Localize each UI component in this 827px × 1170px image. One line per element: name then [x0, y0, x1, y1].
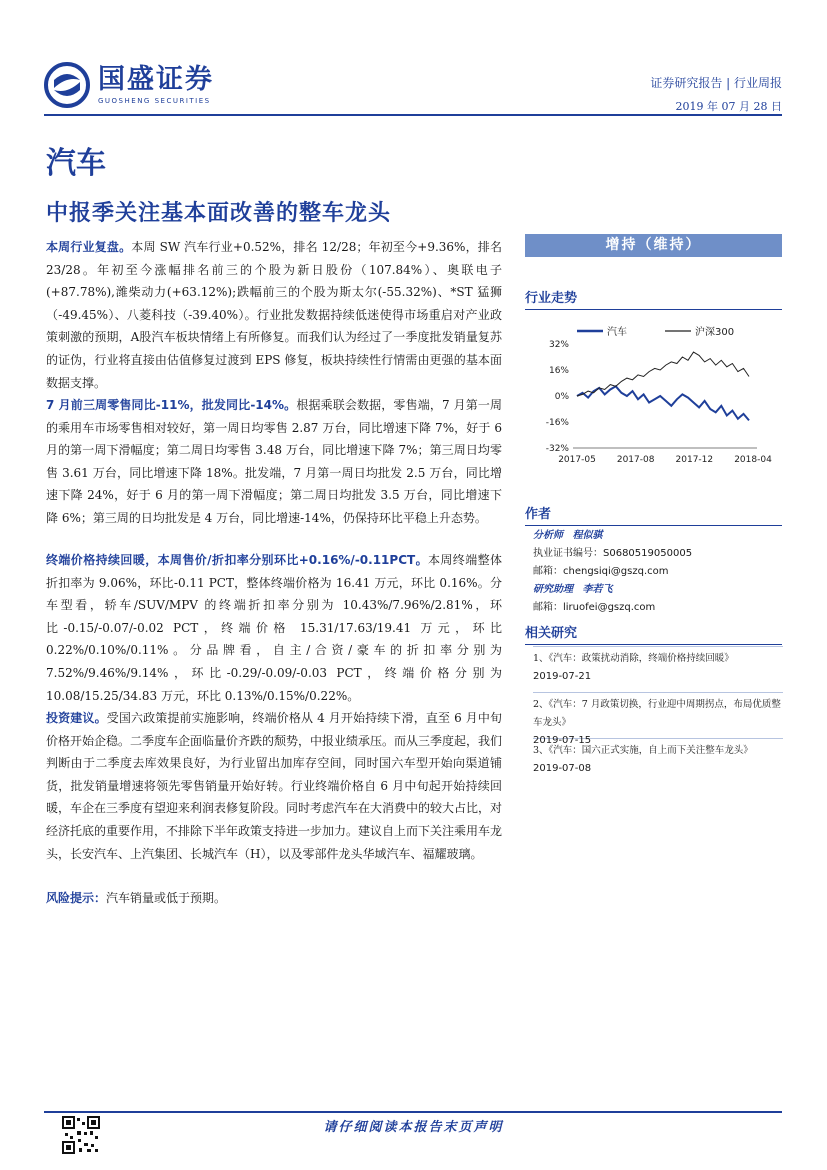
footer-disclaimer: 请仔细阅读本报告末页声明	[323, 1120, 504, 1135]
header-divider	[44, 114, 782, 116]
main-body	[46, 236, 502, 910]
related-title: 2、《汽车：7 月政策切换，行业迎中周期拐点，布局优质整车龙头》	[533, 699, 781, 728]
paragraph-text: 本周 SW 汽车行业+0.52%，排名 12/28；年初至今+9.36%，排名 23/28。年初至今涨幅排名前三的个股为新日股份（107.84%）、奥联电子(+87.78%),潍柴动力(+63.12%);跌幅前三的个股为斯太尔(-55.32%)、*ST 猛狮（-49.45%）、八菱科技（-39.40%）。行业批发数据持续低迷使得市场重启对产业政策刺激的预期，A股汽车板块情绪上有所修复。而我们认为经过了一季度批发销量复苏的证伪，行业将直接由估值修复过渡到 EPS 修复，板块持续性行情需由更强的基本面数据支撑。	[46, 240, 502, 390]
paragraph-text: 本周终端整体折扣率为 9.06%，环比-0.11 PCT，整体终端价格为 16.41 万元，环比 0.16%。分车型看，轿车/SUV/MPV 的终端折扣率分别为 10.43%/7.96%/2.81%，环比-0.15/-0.07/-0.02 PCT，终端价格 15.31/17.63/19.41 万元，环比 0.22%/0.10%/0.11%。分品牌看，自主/合资/豪车的折扣率分别为 7.52%/9.46%/9.14%，环比-0.29/-0.09/-0.03 PCT，终端价格分别为 10.08/15.25/34.83 万元，环比 0.13%/0.15%/0.22%。	[46, 553, 502, 703]
cert-number: S0680519050005	[603, 548, 693, 559]
logo-name-en: GUOSHENG SECURITIES	[98, 97, 211, 105]
author-email[interactable]: liruofei@gszq.com	[563, 602, 656, 613]
email-label: 邮箱：	[533, 602, 563, 613]
footer-divider	[44, 1111, 782, 1113]
cert-label: 执业证书编号：	[533, 548, 603, 559]
author-heading: 作者	[525, 503, 782, 526]
paragraph-sales	[46, 394, 502, 549]
x-tick-label: 2018-04	[734, 455, 772, 465]
paragraph-lead: 终端价格持续回暖，本周售价/折扣率分别环比+0.16%/-0.11PCT。	[46, 553, 428, 567]
y-tick-label: 16%	[548, 366, 569, 376]
paragraph-risk	[46, 887, 502, 910]
y-tick-label: 0%	[554, 392, 569, 402]
related-item[interactable]	[533, 738, 783, 778]
paragraph-text: 根据乘联会数据，零售端，7 月第一周的乘用车市场零售相对较好，第一周日均零售 2.87 万台，同比增速下降 7%，好于 6 月的第一周下滑幅度；第二周日均零售 3.48 万台，同比增速下降 7%；第三周日均零售 3.61 万台，同比增速下降 18%。批发端，7 月第一周日均批发 2.5 万台，同比增速下降 24%，好于 6 月的第一周下滑幅度；第二周日均批发 3.5 万台，同比增速下降 6%；第三周的日均批发是 4 万台，同比增速-14%，仍保持环比平稳上升态势。	[46, 398, 502, 525]
author-email[interactable]: chengsiqi@gszq.com	[563, 566, 669, 577]
trend-heading: 行业走势	[525, 287, 782, 310]
email-label: 邮箱：	[533, 566, 563, 577]
paragraph-lead: 7 月前三周零售同比-11%，批发同比-14%。	[46, 398, 297, 412]
author-name: 李若飞	[582, 584, 613, 595]
related-heading: 相关研究	[525, 622, 782, 645]
y-tick-label: -32%	[545, 444, 569, 454]
author-role: 分析师	[533, 530, 563, 541]
paragraph-investment	[46, 707, 502, 887]
related-date: 2019-07-15	[533, 735, 592, 746]
x-tick-label: 2017-12	[675, 455, 714, 465]
paragraph-weekly-review	[46, 236, 502, 394]
legend-label: 汽车	[607, 327, 627, 338]
related-date: 2019-07-08	[533, 763, 592, 774]
paragraph-lead: 本周行业复盘。	[46, 240, 132, 254]
sector-title: 汽车	[46, 146, 106, 181]
author-analyst	[533, 527, 692, 617]
logo-mark-icon	[44, 62, 90, 108]
x-tick-label: 2017-08	[616, 455, 655, 465]
logo	[44, 62, 214, 108]
logo-name-cn: 国盛证券	[98, 64, 214, 95]
rating-badge: 增持（维持）	[525, 234, 782, 257]
author-role: 研究助理	[533, 584, 573, 595]
legend-label: 沪深300	[695, 327, 735, 338]
series-line-auto	[577, 386, 749, 420]
related-item[interactable]	[533, 692, 783, 746]
report-title: 中报季关注基本面改善的整车龙头	[46, 200, 392, 226]
related-title: 3、《汽车：国六正式实施，自上而下关注整车龙头》	[533, 745, 753, 756]
report-date: 2019 年 07 月 28 日	[675, 100, 782, 113]
related-title: 1、《汽车：政策扰动消除，终端价格持续回暖》	[533, 653, 734, 664]
author-name: 程似骐	[572, 530, 603, 541]
paragraph-prices	[46, 549, 502, 707]
related-list	[533, 646, 783, 778]
paragraph-lead: 投资建议。	[46, 711, 107, 725]
paragraph-text: 汽车销量或低于预期。	[106, 891, 227, 905]
trend-chart	[525, 320, 782, 470]
paragraph-lead: 风险提示：	[46, 891, 107, 905]
series-line-hs300	[577, 352, 749, 396]
report-type: 证券研究报告 | 行业周报	[650, 76, 782, 90]
x-tick-label: 2017-05	[558, 455, 596, 465]
paragraph-text: 受国六政策提前实施影响，终端价格从 4 月开始持续下滑，直至 6 月中旬价格开始企稳。二季度车企面临量价齐跌的颓势，中报业绩承压。而从三季度起，我们判断由于二季度去库效果良好，为行业留出加库存空间，同时国六车型开始向渠道铺货，批发销量增速将领先零售销量开始好转。行业终端价格自 6 月中旬起开始持续回暖，车企在三季度有望迎来利润表修复阶段。同时考虑汽车在大消费中的较大占比，对经济托底的重要作用，不排除下半年政策支持进一步加力。建议自上而下关注乘用车龙头，长安汽车、上汽集团、长城汽车（H），以及零部件龙头华域汽车、福耀玻璃。	[46, 711, 503, 861]
y-tick-label: 32%	[548, 340, 569, 350]
related-item[interactable]	[533, 646, 783, 692]
y-tick-label: -16%	[545, 418, 569, 428]
related-date: 2019-07-21	[533, 671, 592, 682]
